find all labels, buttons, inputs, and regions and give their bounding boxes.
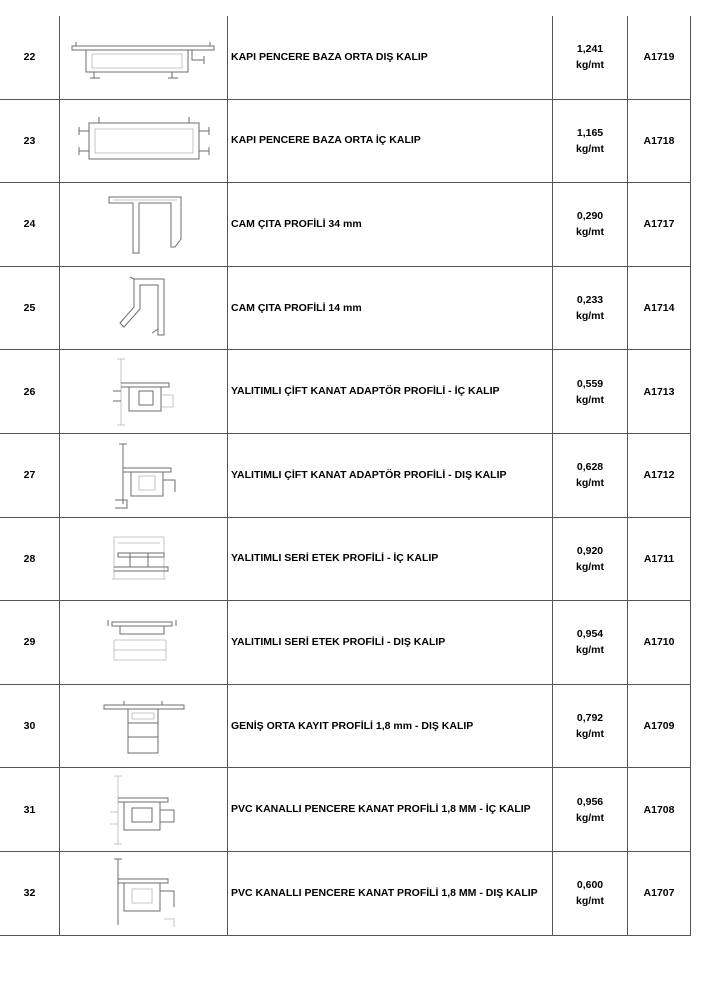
- weight-unit: kg/mt: [575, 393, 604, 406]
- profile-drawing-cell: [60, 433, 228, 517]
- profile-drawing-skirt-inner: [94, 531, 194, 587]
- profile-weight: [553, 851, 628, 935]
- weight-unit: kg/mt: [575, 477, 604, 490]
- row-number: 27: [0, 433, 60, 517]
- weight-unit: kg/mt: [575, 728, 604, 741]
- profile-code: A1707: [628, 851, 691, 935]
- weight-value: 0,628: [576, 461, 604, 474]
- profile-name: YALITIMLI ÇİFT KANAT ADAPTÖR PROFİLİ - İÇ KALIP: [228, 350, 553, 434]
- profile-drawing-cell: [60, 350, 228, 434]
- weight-value: 0,559: [576, 377, 604, 390]
- profile-drawing-cell: [60, 183, 228, 267]
- profile-catalog-table: [0, 16, 691, 936]
- weight-unit: kg/mt: [575, 142, 604, 155]
- weight-value: 0,954: [576, 628, 604, 641]
- row-number: 29: [0, 601, 60, 685]
- profile-weight: [553, 16, 628, 99]
- weight-unit: kg/mt: [575, 811, 604, 824]
- row-number: 30: [0, 684, 60, 768]
- weight-unit: kg/mt: [575, 560, 604, 573]
- table-row: [0, 768, 691, 852]
- table-row: [0, 433, 691, 517]
- profile-code: A1711: [628, 517, 691, 601]
- profile-code: A1710: [628, 601, 691, 685]
- row-number: 22: [0, 16, 60, 99]
- table-row: [0, 183, 691, 267]
- profile-name: KAPI PENCERE BAZA ORTA İÇ KALIP: [228, 99, 553, 183]
- profile-name: CAM ÇITA PROFİLİ 14 mm: [228, 266, 553, 350]
- profile-weight: [553, 350, 628, 434]
- profile-drawing-mullion-outer: [94, 693, 194, 759]
- weight-value: 0,600: [576, 879, 604, 892]
- profile-drawing-cell: [60, 601, 228, 685]
- table-row: [0, 266, 691, 350]
- profile-code: A1714: [628, 266, 691, 350]
- row-number: 23: [0, 99, 60, 183]
- profile-code: A1718: [628, 99, 691, 183]
- weight-value: 0,290: [576, 210, 604, 223]
- profile-code: A1708: [628, 768, 691, 852]
- profile-name: YALITIMLI ÇİFT KANAT ADAPTÖR PROFİLİ - DIŞ KALIP: [228, 433, 553, 517]
- profile-name: KAPI PENCERE BAZA ORTA DIŞ KALIP: [228, 16, 553, 99]
- profile-code: A1717: [628, 183, 691, 267]
- profile-code: A1719: [628, 16, 691, 99]
- profile-drawing-cell: [60, 99, 228, 183]
- profile-drawing-skirt-outer: [94, 614, 194, 670]
- profile-drawing-wide-base-inner: [69, 113, 219, 169]
- profile-drawing-adaptor-inner: [99, 355, 189, 429]
- profile-weight: [553, 601, 628, 685]
- profile-drawing-sash-outer: [94, 855, 194, 931]
- profile-drawing-cell: [60, 16, 228, 99]
- profile-name: PVC KANALLI PENCERE KANAT PROFİLİ 1,8 MM - DIŞ KALIP: [228, 851, 553, 935]
- profile-code: A1712: [628, 433, 691, 517]
- table-row: [0, 517, 691, 601]
- profile-drawing-cell: [60, 768, 228, 852]
- profile-name: GENİŞ ORTA KAYIT PROFİLİ 1,8 mm - DIŞ KALIP: [228, 684, 553, 768]
- profile-drawing-sash-inner: [94, 772, 194, 848]
- table-row: [0, 99, 691, 183]
- table-row: [0, 350, 691, 434]
- profile-drawing-wide-base-outer: [64, 32, 224, 82]
- weight-unit: kg/mt: [575, 59, 604, 72]
- weight-unit: kg/mt: [575, 644, 604, 657]
- profile-weight: [553, 266, 628, 350]
- profile-name: CAM ÇITA PROFİLİ 34 mm: [228, 183, 553, 267]
- weight-unit: kg/mt: [575, 226, 604, 239]
- profile-drawing-cell: [60, 266, 228, 350]
- table-row: [0, 16, 691, 99]
- weight-value: 0,792: [576, 712, 604, 725]
- profile-drawing-glazing-bead-34: [89, 191, 199, 257]
- profile-weight: [553, 684, 628, 768]
- weight-unit: kg/mt: [575, 310, 604, 323]
- table-row: [0, 684, 691, 768]
- profile-drawing-cell: [60, 684, 228, 768]
- profile-name: YALITIMLI SERİ ETEK PROFİLİ - İÇ KALIP: [228, 517, 553, 601]
- table-row: [0, 851, 691, 935]
- weight-unit: kg/mt: [575, 895, 604, 908]
- profile-weight: [553, 517, 628, 601]
- profile-drawing-glazing-bead-14: [104, 273, 184, 343]
- profile-drawing-cell: [60, 851, 228, 935]
- row-number: 26: [0, 350, 60, 434]
- profile-weight: [553, 433, 628, 517]
- weight-value: 0,956: [576, 795, 604, 808]
- row-number: 31: [0, 768, 60, 852]
- profile-name: PVC KANALLI PENCERE KANAT PROFİLİ 1,8 MM - İÇ KALIP: [228, 768, 553, 852]
- row-number: 24: [0, 183, 60, 267]
- weight-value: 1,165: [576, 126, 604, 139]
- profile-weight: [553, 768, 628, 852]
- profile-code: A1709: [628, 684, 691, 768]
- profile-name: YALITIMLI SERİ ETEK PROFİLİ - DIŞ KALIP: [228, 601, 553, 685]
- profile-weight: [553, 99, 628, 183]
- weight-value: 1,241: [576, 43, 604, 56]
- profile-weight: [553, 183, 628, 267]
- row-number: 28: [0, 517, 60, 601]
- table-row: [0, 601, 691, 685]
- weight-value: 0,920: [576, 544, 604, 557]
- weight-value: 0,233: [576, 294, 604, 307]
- row-number: 25: [0, 266, 60, 350]
- profile-drawing-adaptor-outer: [99, 438, 189, 512]
- profile-drawing-cell: [60, 517, 228, 601]
- profile-code: A1713: [628, 350, 691, 434]
- row-number: 32: [0, 851, 60, 935]
